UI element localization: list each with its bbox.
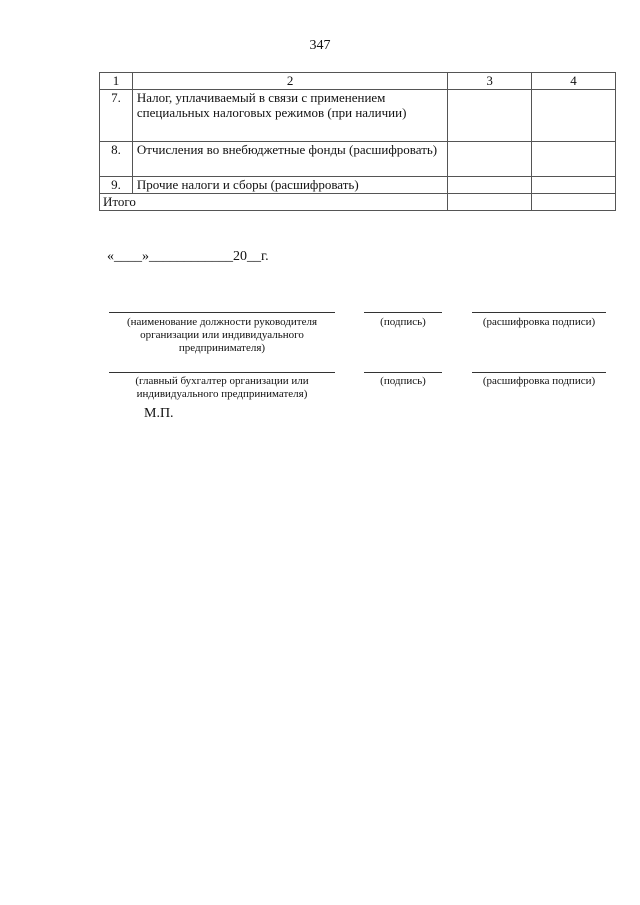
row-name: Прочие налоги и сборы (расшифровать)	[132, 177, 447, 194]
head-position-caption: (наименование должности руководителя организации или индивидуального предпринимателя)	[126, 316, 318, 354]
header-cell-1: 1	[100, 73, 133, 90]
row-value-col3	[448, 177, 532, 194]
header-cell-3: 3	[448, 73, 532, 90]
header-cell-2: 2	[132, 73, 447, 90]
date-line: «____»____________20__г.	[107, 249, 269, 264]
row-value-col3	[448, 142, 532, 177]
accountant-decoding-line	[472, 372, 606, 373]
head-position-line	[109, 312, 335, 313]
row-value-col4	[532, 90, 616, 142]
row-name: Налог, уплачиваемый в связи с применением специальных налоговых режимов (при наличии)	[132, 90, 447, 142]
total-row	[100, 194, 616, 211]
table-row	[100, 142, 616, 177]
total-value-col3	[448, 194, 532, 211]
head-decoding-line	[472, 312, 606, 313]
head-signature-line	[364, 312, 442, 313]
stamp-placeholder: М.П.	[144, 406, 174, 421]
row-number: 7.	[100, 90, 133, 142]
head-signature-caption: (подпись)	[380, 316, 426, 328]
row-value-col3	[448, 90, 532, 142]
table-row	[100, 90, 616, 142]
tax-table	[99, 72, 616, 211]
row-number: 9.	[100, 177, 133, 194]
accountant-decoding-caption: (расшифровка подписи)	[482, 375, 596, 387]
table-header-row	[100, 73, 616, 90]
row-number: 8.	[100, 142, 133, 177]
total-label: Итого	[100, 194, 448, 211]
accountant-position-line	[109, 372, 335, 373]
head-decoding-caption: (расшифровка подписи)	[482, 316, 596, 328]
accountant-signature-caption: (подпись)	[380, 375, 426, 387]
header-cell-4: 4	[532, 73, 616, 90]
accountant-signature-line	[364, 372, 442, 373]
row-value-col4	[532, 177, 616, 194]
row-value-col4	[532, 142, 616, 177]
accountant-position-caption: (главный бухгалтер организации или индивидуального предпринимателя)	[135, 375, 309, 400]
table-row	[100, 177, 616, 194]
total-value-col4	[532, 194, 616, 211]
page-number: 347	[309, 38, 331, 53]
row-name: Отчисления во внебюджетные фонды (расшифровать)	[132, 142, 447, 177]
